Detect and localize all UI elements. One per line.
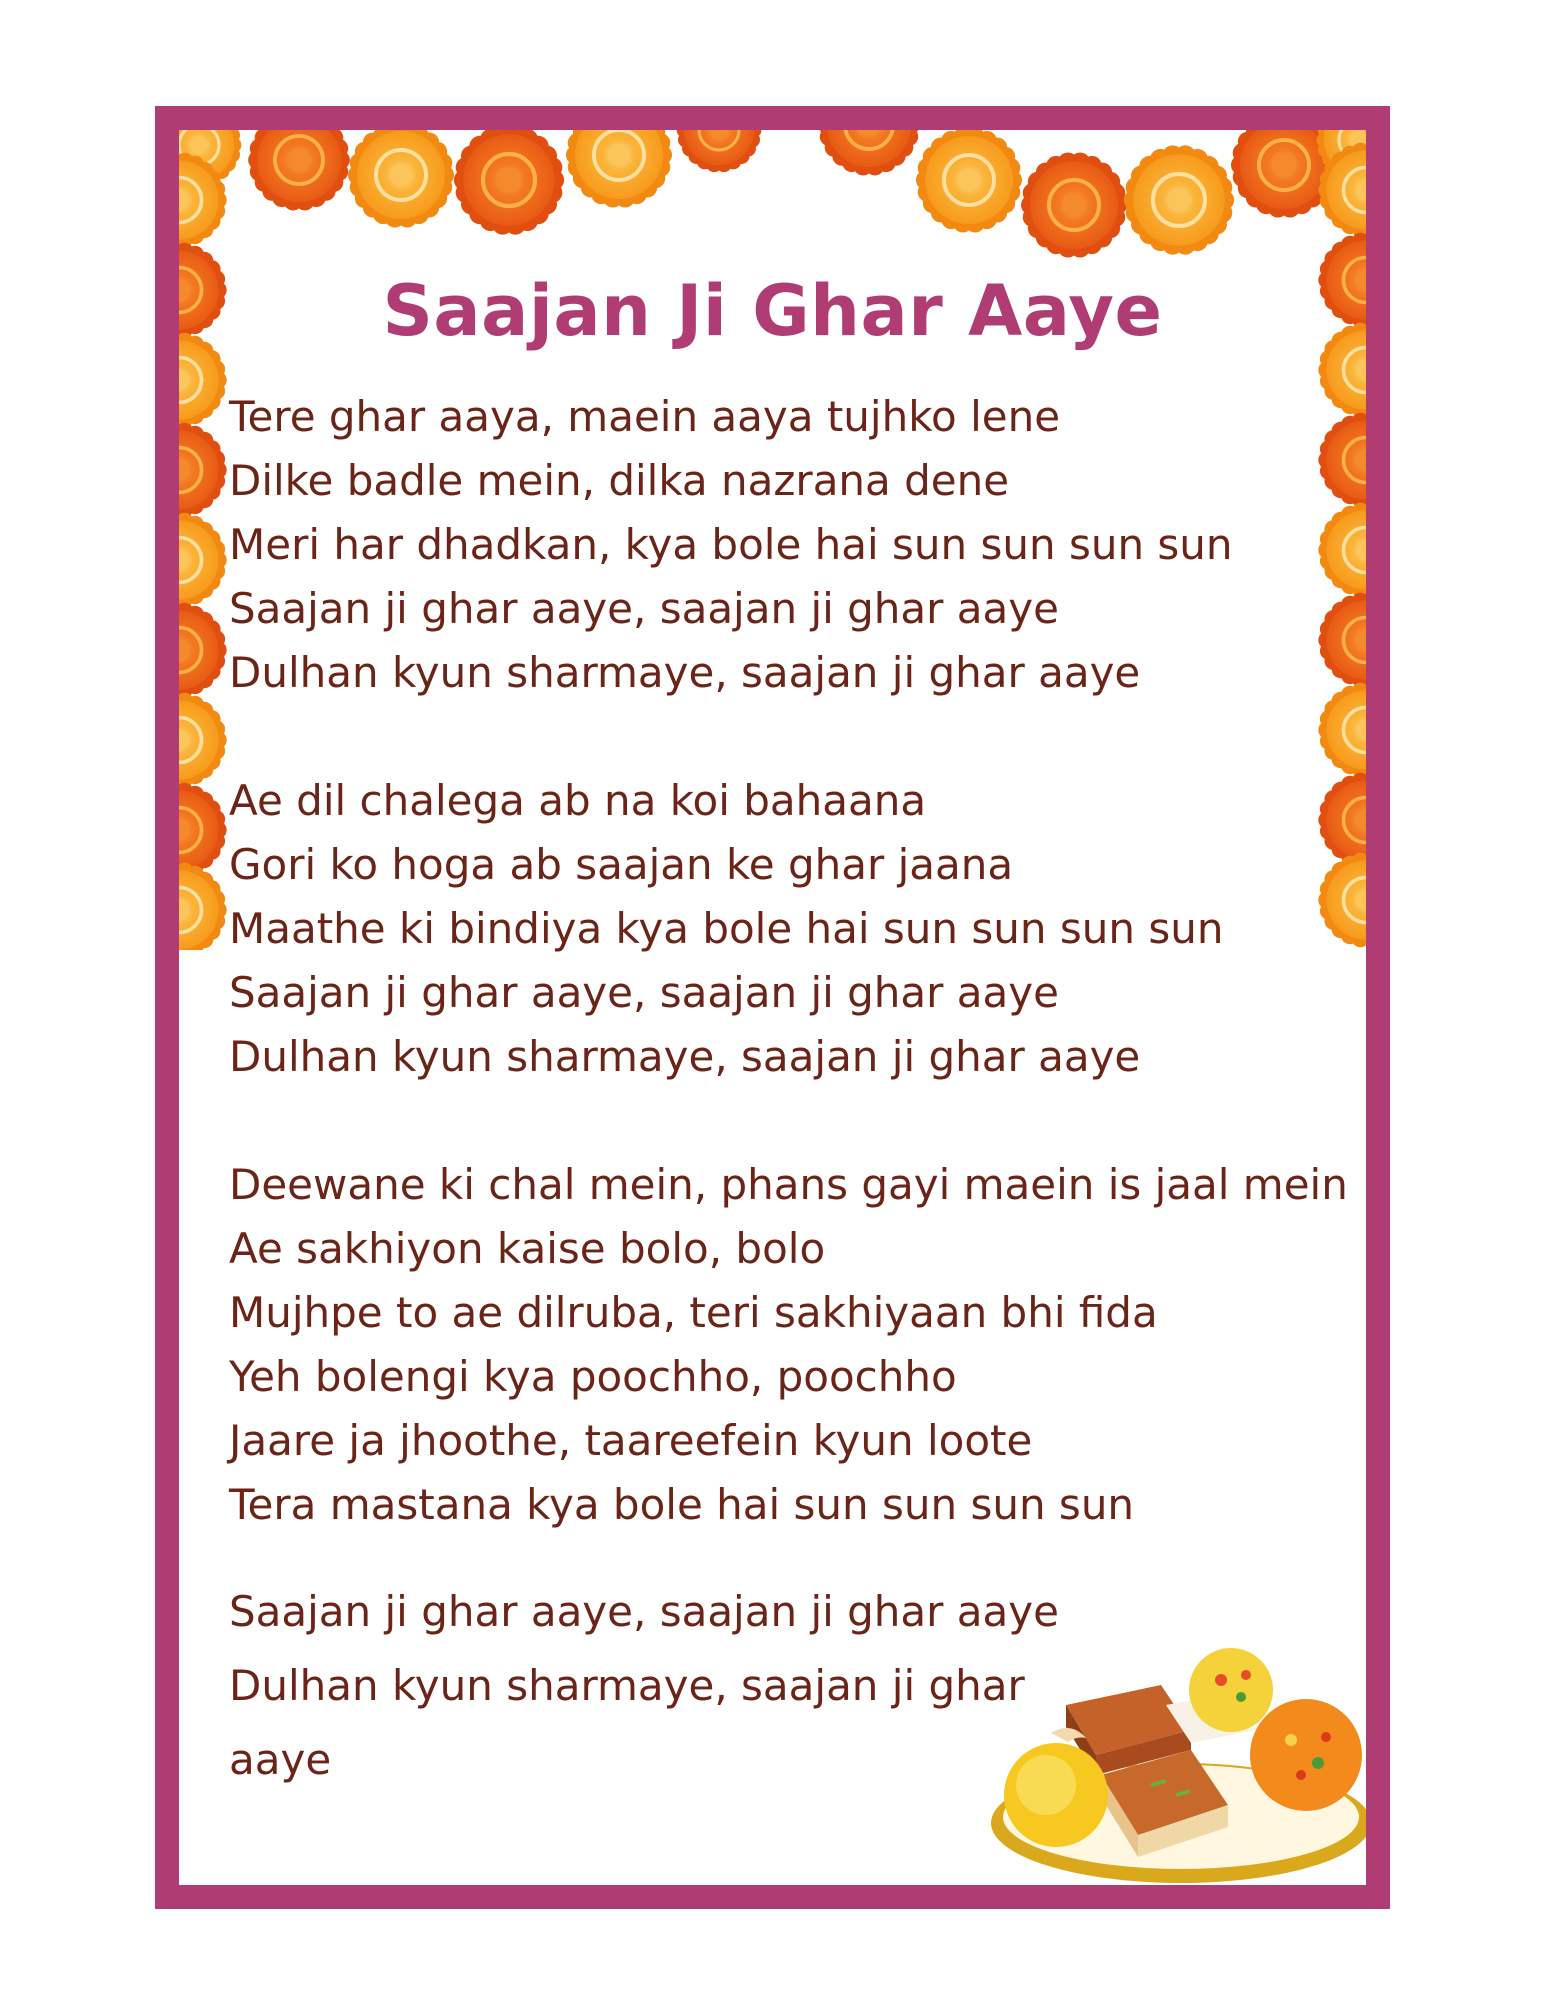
- lyric-line: aaye: [229, 1735, 332, 1784]
- lyric-line: Maathe ki bindiya kya bole hai sun sun sun sun: [229, 904, 1224, 953]
- lyric-line: Dulhan kyun sharmaye, saajan ji ghar aaye: [229, 648, 1141, 697]
- page-title: Saajan Ji Ghar Aaye: [382, 270, 1163, 352]
- lyric-line: Saajan ji ghar aaye, saajan ji ghar aaye: [229, 1587, 1059, 1636]
- lyric-line: Ae sakhiyon kaise bolo, bolo: [229, 1224, 826, 1273]
- lyric-line: Dulhan kyun sharmaye, saajan ji ghar aaye: [229, 1032, 1141, 1081]
- lyric-line: Gori ko hoga ab saajan ke ghar jaana: [229, 840, 1014, 889]
- page-frame: [155, 106, 1390, 1909]
- lyric-line: Ae dil chalega ab na koi bahaana: [229, 776, 927, 825]
- lyric-line: Mujhpe to ae dilruba, teri sakhiyaan bhi fida: [229, 1288, 1158, 1337]
- lyrics: [229, 385, 1359, 1797]
- lyric-line: Saajan ji ghar aaye, saajan ji ghar aaye: [229, 968, 1059, 1017]
- sweets-plate-icon: [966, 1645, 1366, 1885]
- lyric-line: Saajan ji ghar aaye, saajan ji ghar aaye: [229, 584, 1059, 633]
- lyric-line: Yeh bolengi kya poochho, poochho: [229, 1352, 957, 1401]
- lyric-line: Dulhan kyun sharmaye, saajan ji ghar: [229, 1661, 1025, 1710]
- lyric-line: Deewane ki chal mein, phans gayi maein is jaal mein: [229, 1160, 1348, 1209]
- lyric-line: Tere ghar aaya, maein aaya tujhko lene: [229, 392, 1061, 441]
- lyric-line: Meri har dhadkan, kya bole hai sun sun sun sun: [229, 520, 1233, 569]
- lyric-line: Jaare ja jhoothe, taareefein kyun loote: [229, 1416, 1033, 1465]
- stanza-2: [229, 769, 1359, 1089]
- stanza-3: [229, 1153, 1359, 1537]
- stanza-1: [229, 385, 1359, 705]
- lyric-line: Dilke badle mein, dilka nazrana dene: [229, 456, 1010, 505]
- lyric-line: Tera mastana kya bole hai sun sun sun sun: [229, 1480, 1135, 1529]
